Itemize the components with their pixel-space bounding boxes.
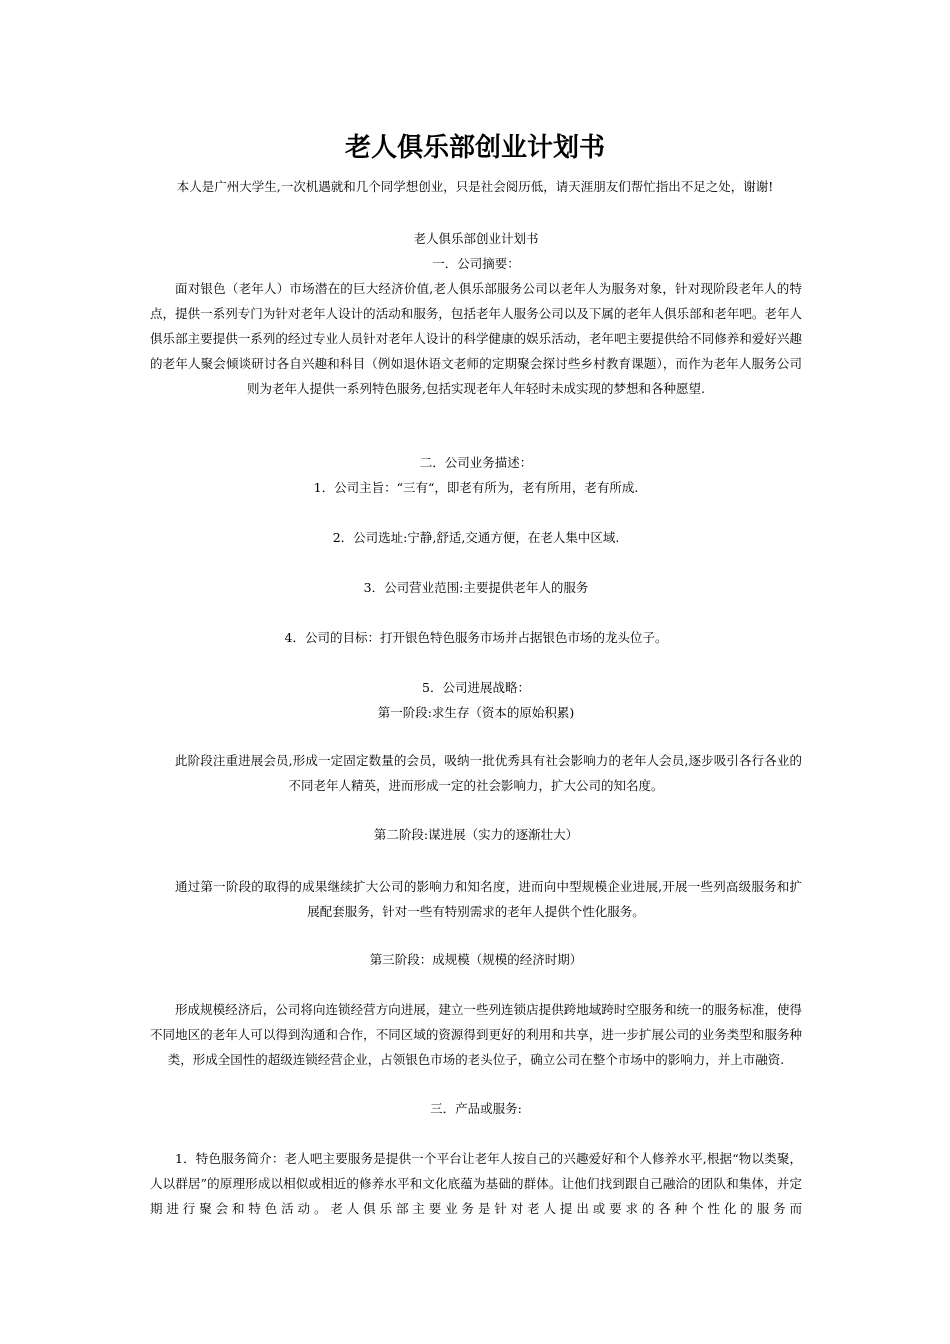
service-intro-paragraph: 1．特色服务简介：老人吧主要服务是提供一个平台让老年人按自己的兴趣爱好和个人修养水平,根据“物以类聚，人以群居”的原理形成以相似或相近的修养水平和文化底蕴为基础的群体。让他们找到跟自己融洽的团队和集体，并定期进行聚会和特色活动。老人俱乐部主要业务是针对老人提出或要求的各种个性化的服务而 (150, 1151, 802, 1216)
summary-paragraph: 面对银色（老年人）市场潜在的巨大经济价值,老人俱乐部服务公司以老年人为服务对象，针对现阶段老年人的特点，提供一系列专门为针对老年人设计的活动和服务，包括老年人服务公司以及下属的老年人俱乐部和老年吧。老年人俱乐部主要提供一系列的经过专业人员针对老年人设计的科学健康的娱乐活动，老年吧主要提供给不同修养和爱好兴趣的老年人聚会倾谈研讨各自兴趣和科目（例如退休语文老师的定期聚会探讨些乡村教育课题），而作为老年人服务公司则为老年人提供一系列特色服务,包括实现老年人年轻时未成实现的梦想和各种愿望. (150, 281, 802, 396)
business-item-2: 2．公司选址:宁静,舒适,交通方便，在老人集中区域. (332, 530, 620, 545)
stage-1-paragraph: 此阶段注重进展会员,形成一定固定数量的会员，吸纳一批优秀具有社会影响力的老年人会员,逐步吸引各行各业的不同老年人精英，进而形成一定的社会影响力，扩大公司的知名度。 (175, 753, 802, 793)
stage-2-paragraph: 通过第一阶段的取得的成果继续扩大公司的影响力和知名度，进而向中型规模企业进展,开展一些列高级服务和扩展配套服务，针对一些有特别需求的老年人提供个性化服务。 (175, 879, 802, 919)
document-subtitle: 老人俱乐部创业计划书 (413, 231, 539, 246)
stage-3-heading: 第三阶段：成规模（规模的经济时期） (369, 952, 583, 967)
business-item-3: 3．公司营业范围:主要提供老年人的服务 (363, 580, 589, 595)
business-item-5: 5．公司进展战略： (422, 680, 530, 695)
section-heading-summary: 一．公司摘要： (432, 256, 520, 271)
section-heading-products: 三．产品或服务: (430, 1101, 522, 1116)
document-title: 老人俱乐部创业计划书 (344, 133, 605, 163)
intro-note: 本人是广州大学生,一次机遇就和几个同学想创业，只是社会阅历低，请天涯朋友们帮忙指出不足之处，谢谢! (176, 179, 774, 194)
business-item-1: 1．公司主旨：“三有“，即老有所为，老有所用，老有所成. (313, 480, 639, 495)
section-heading-business: 二．公司业务描述： (419, 455, 533, 470)
business-item-4: 4．公司的目标：打开银色特色服务市场并占据银色市场的龙头位子。 (284, 630, 668, 645)
stage-2-heading: 第二阶段:谋进展（实力的逐渐壮大） (373, 827, 579, 842)
stage-3-paragraph: 形成规模经济后，公司将向连锁经营方向进展，建立一些列连锁店提供跨地域跨时空服务和统一的服务标准，使得不同地区的老年人可以得到沟通和合作，不同区域的资源得到更好的利用和共享，进一步扩展公司的业务类型和服务种类，形成全国性的超级连锁经营企业，占领银色市场的老头位子，确立公司在整个市场中的影响力，并上市融资. (150, 1002, 802, 1067)
stage-1-heading: 第一阶段:求生存（资本的原始积累) (377, 705, 575, 720)
